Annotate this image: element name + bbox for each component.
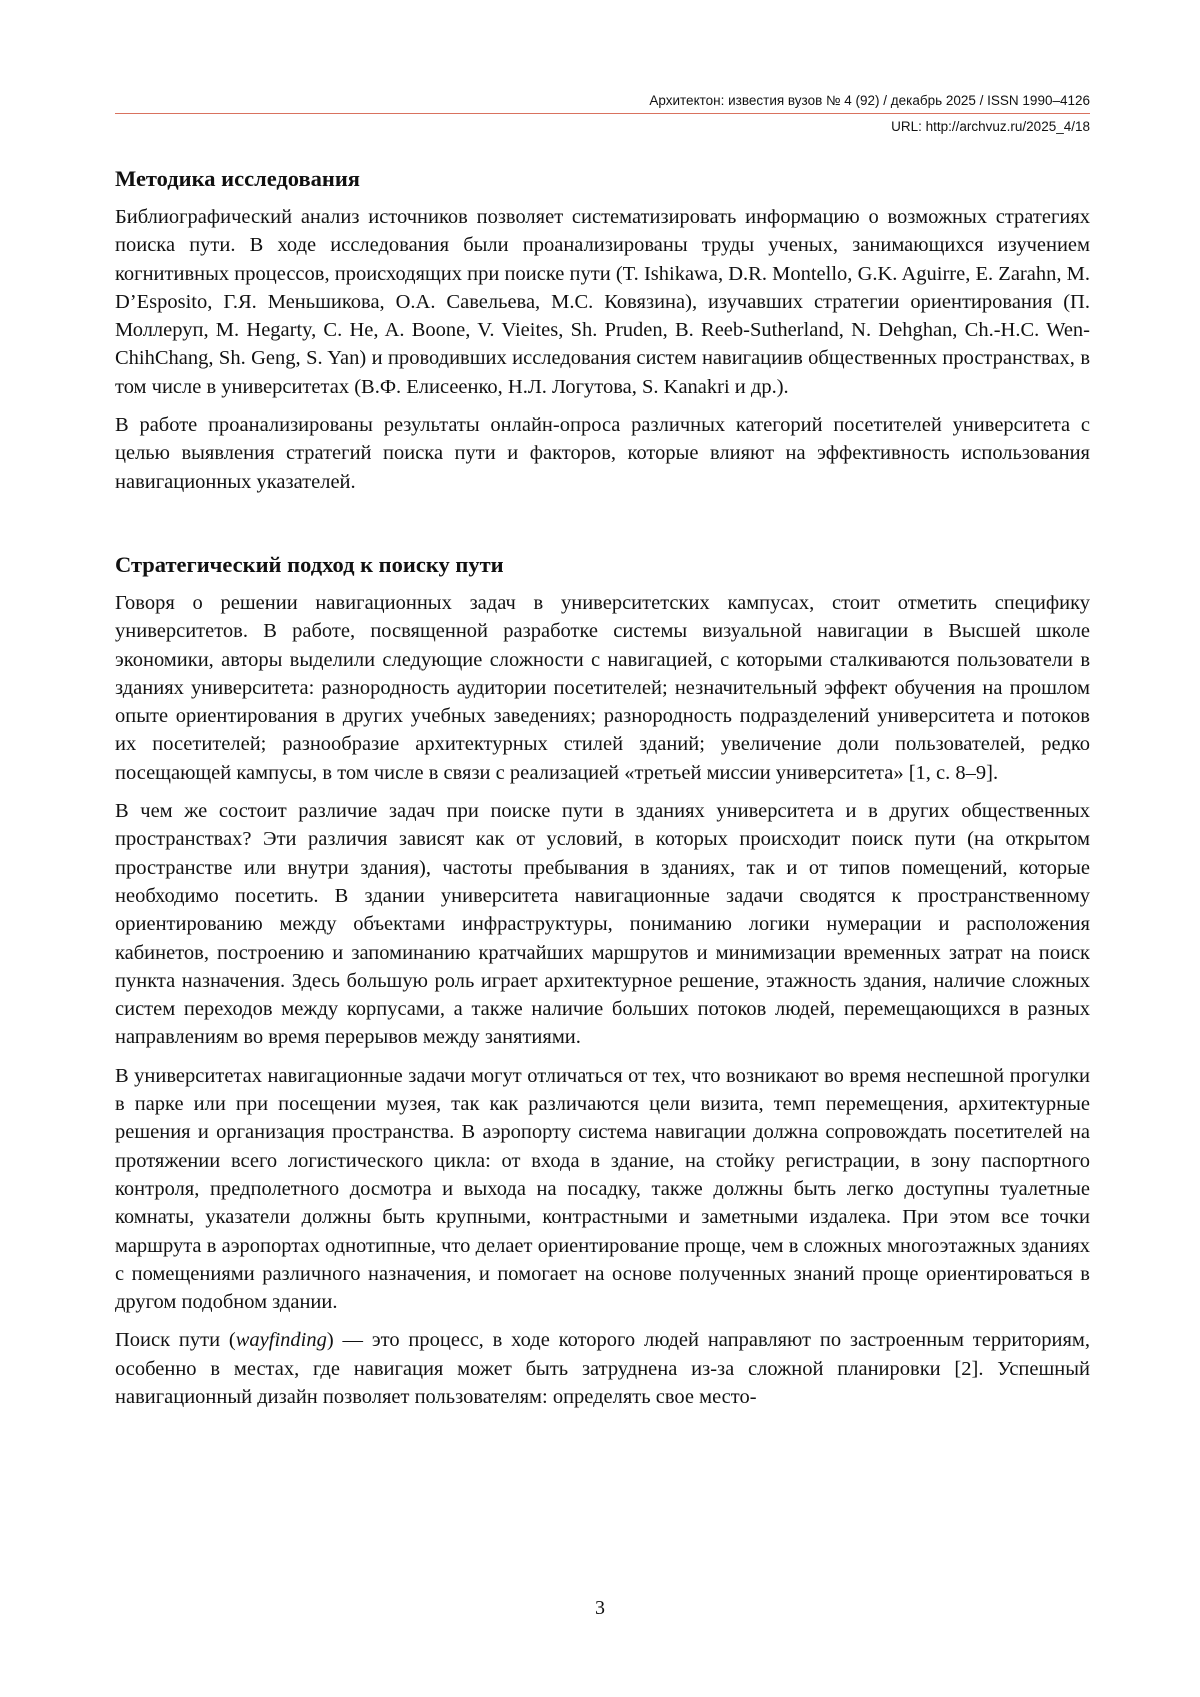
text-run: Поиск пути (	[115, 1329, 236, 1352]
paragraph: В чем же состоит различие задач при поиске пути в зданиях университета и в других общественных пространствах? Эти различия зависят как от условий, в которых происходит поиск пути (на открытом пространстве или внутри здания), частоты пребывания в зданиях, так и от типов помещений, которые необходимо посетить. В здании университета навигационные задачи сводятся к пространственному ориентированию между объектами инфраструктуры, пониманию логики нумерации и расположения кабинетов, построению и запоминанию кратчайших маршрутов и минимизации временных затрат на поиск пункта назначения. Здесь большую роль играет архитектурное решение, этажность здания, наличие сложных систем переходов между корпусами, а также наличие больших потоков людей, перемещающихся в разных направлениям во время перерывов между занятиями.	[115, 800, 1090, 1049]
header-rule	[115, 113, 1090, 114]
paragraph: Библиографический анализ источников позволяет систематизировать информацию о возможных стратегиях поиска пути. В ходе исследования были проанализированы труды ученых, занимающихся изучением когнитивных процессов, происходящих при поиске пути (T. Ishikawa, D.R. Montello, G.K. Aguirre, E. Zarahn, M. D’Esposito, Г.Я. Меньшикова, О.А. Савельева, М.С. Ковязина), изучавших стратегии ориентирования (П. Моллеруп, M. Hegarty, C. He, A. Boone, V. Vieites, Sh. Pruden, B. Reeb-Sutherland, N. Dehghan, Ch.-H.C. Wen-ChihChang, Sh. Geng, S. Yan) и проводивших исследования систем навигациив общественных пространствах, в том числе в университетах (В.Ф. Елисеенко, Н.Л. Логутова, S. Kanakri и др.).	[115, 206, 1090, 398]
paragraph: В работе проанализированы результаты онлайн-опроса различных категорий посетителей университета с целью выявления стратегий поиска пути и факторов, которые влияют на эффективность использования навигационных указателей.	[115, 414, 1090, 493]
paragraph: Говоря о решении навигационных задач в университетских кампусах, стоит отметить специфику университетов. В работе, посвященной разработке системы визуальной навигации в Высшей школе экономики, авторы выделили следующие сложности с навигацией, с которыми сталкиваются пользователи в зданиях университета: разнородность аудитории посетителей; незначительный эффект обучения на прошлом опыте ориентирования в других учебных заведениях; разнородность подразделений университета и потоков их посетителей; разнообразие архитектурных стилей зданий; увеличение доли пользователей, редко посещающей кампусы, в том числе в связи с реализацией «третьей миссии университета» [1, с. 8–9].	[115, 591, 1090, 784]
journal-info: Архитектон: известия вузов № 4 (92) / декабрь 2025 / ISSN 1990–4126	[649, 93, 1090, 108]
page-number: 3	[595, 1597, 605, 1619]
paragraph-wayfinding	[115, 1326, 1090, 1411]
section-title-strategic-approach: Стратегический подход к поиску пути	[115, 551, 504, 577]
text-run: ) — это процесс, в ходе которого людей направляют по застроенным территориям, особенно в местах, где навигация может быть затруднена из-за сложной планировки [2]. Успешный навигационный дизайн позволяет пользователям: определять свое место-	[115, 1329, 1091, 1408]
paragraph: В университетах навигационные задачи могут отличаться от тех, что возникают во время неспешной прогулки в парке или при посещении музея, так как различаются цели визита, темп перемещения, архитектурные решения и организация пространства. В аэропорту система навигации должна сопровождать посетителей на протяжении всего логистического цикла: от входа в здание, на стойку регистрации, в зону паспортного контроля, предполетного досмотра и выхода на посадку, также должны быть легко доступны туалетные комнаты, указатели должны быть крупными, контрастными и заметными издалека. При этом все точки маршрута в аэропортах однотипные, что делает ориентирование проще, чем в сложных многоэтажных зданиях с помещениями различного назначения, и помогает на основе полученных знаний проще ориентироваться в другом подобном здании.	[115, 1064, 1090, 1314]
italic-term: wayfinding	[235, 1329, 327, 1352]
article-url: URL: http://archvuz.ru/2025_4/18	[891, 119, 1090, 134]
article-body	[115, 164, 1090, 1421]
section-title-methodology: Методика исследования	[115, 166, 360, 191]
running-header	[115, 92, 1090, 136]
